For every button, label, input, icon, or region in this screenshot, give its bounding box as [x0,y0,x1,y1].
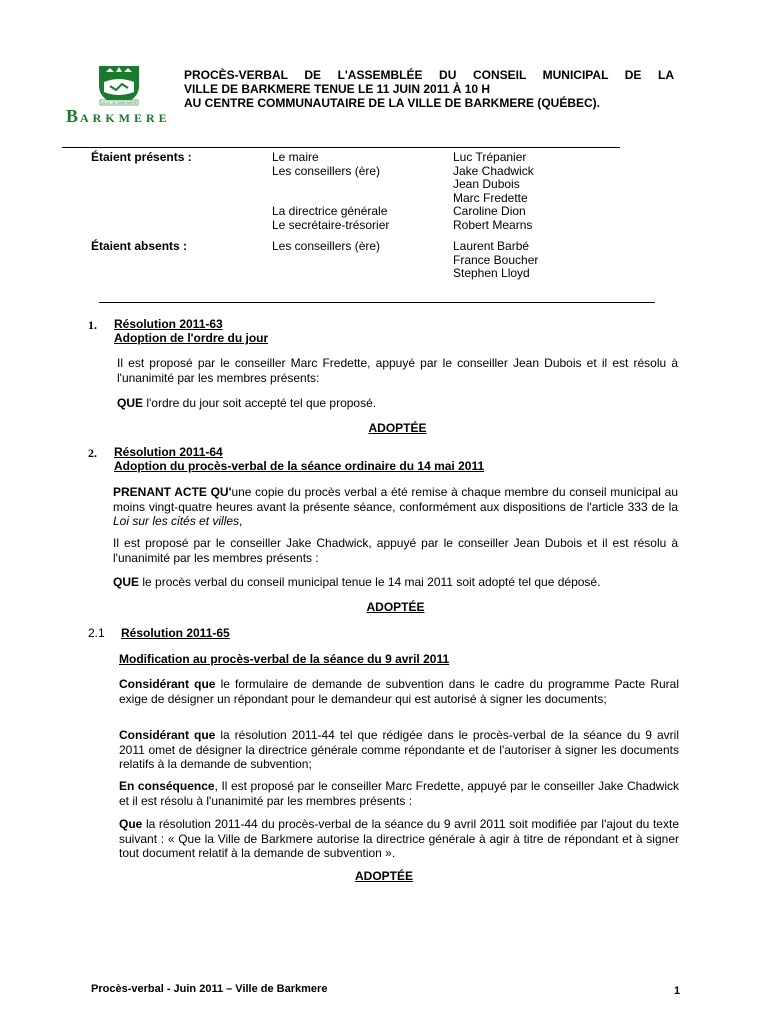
resolution-2-title: Résolution 2011-64 [114,445,223,459]
resolution-1-subtitle: Adoption de l'ordre du jour [114,331,269,345]
shield-icon [96,64,142,106]
resolution-2-que: QUE le procès verbal du conseil municipal tenue le 14 mai 2011 soit adopté tel que déposé. [113,575,601,589]
resolution-1-number: 1. [88,318,97,332]
logo-wordmark: BARKMERE [66,106,171,126]
resolution-21-title: Résolution 2011-65 [121,626,230,640]
document-title [184,68,674,110]
resolution-2-prenant: PRENANT ACTE QU'une copie du procès verbal a été remise à chaque membre du conseil municipal au moins vingt-quatre heures avant la présente séance, conformément aux dispositions de l'article 333 de la Loi sur les cités et villes, [113,485,678,528]
present-roles: Le maire Les conseillers (ère) La directrice générale Le secrétaire-trésorier [272,150,390,232]
resolution-2-number: 2. [88,446,97,460]
absent-label: Étaient absents : [91,239,188,253]
present-names: Luc Trépanier Jake Chadwick Jean Dubois Marc Fredette Caroline Dion Robert Mearns [453,150,534,232]
resolution-21-considerant-2: Considérant que la résolution 2011-44 tel que rédigée dans le procès-verbal de la séance du 9 avril 2011 omet de désigner la directrice générale comme répondante et de l'autoriser à signer les documents relatifs à la demande de subvention; [119,728,679,771]
resolution-21-consequence: En conséquence, Il est proposé par le conseiller Marc Fredette, appuyé par le conseiller Jake Chadwick et il est résolu à l'unanimité par les membres présents : [119,779,679,808]
resolution-2-adopted: ADOPTÉE [366,600,425,614]
resolution-2-paragraph: Il est proposé par le conseiller Jake Chadwick, appuyé par le conseiller Jean Dubois et il est résolu à l'unanimité par les membres présents : [113,536,678,565]
resolution-21-que: Que la résolution 2011-44 du procès-verbal de la séance du 9 avril 2011 soit modifiée par l'ajout du texte suivant : « Que la Ville de Barkmere autorise la directrice générale à agir à titre de répondant et à signer tout document relatif à la demande de subvention ». [119,817,679,860]
resolution-1-adopted: ADOPTÉE [368,421,427,435]
footer-text: Procès-verbal - Juin 2011 – Ville de Barkmere [91,983,328,995]
header-divider [62,147,620,148]
resolution-1-title: Résolution 2011-63 [114,317,223,331]
resolution-21-considerant-1: Considérant que le formulaire de demande de subvention dans le cadre du programme Pacte Rural exige de désigner un répondant pour le demandeur qui est autorisé à signer les documents; [119,677,679,706]
title-line-2: VILLE DE BARKMERE TENUE LE 11 JUIN 2011 À 10 H [184,82,491,96]
logo-caption: VILLE DE BARKMERE [101,101,137,105]
page-number: 1 [674,985,681,997]
resolution-21-subtitle: Modification au procès-verbal de la séance du 9 avril 2011 [119,652,450,666]
present-label: Étaient présents : [91,150,192,164]
absent-role: Les conseillers (ère) [272,239,381,253]
resolution-21-adopted: ADOPTÉE [354,869,413,883]
absent-names: Laurent Barbé France Boucher Stephen Lloyd [453,239,539,280]
resolution-1-paragraph: Il est proposé par le conseiller Marc Fredette, appuyé par le conseiller Jean Dubois et il est résolu à l'unanimité par les membres présents: [117,356,678,385]
barkmere-logo [96,64,142,106]
resolution-1-que: QUE l'ordre du jour soit accepté tel que proposé. [117,396,377,410]
resolution-21-number: 2.1 [88,626,105,640]
resolution-2-subtitle: Adoption du procès-verbal de la séance ordinaire du 14 mai 2011 [114,459,485,473]
title-line-1: PROCÈS-VERBAL DE L'ASSEMBLÉE DU CONSEIL MUNICIPAL DE LA [184,68,674,82]
title-line-3: AU CENTRE COMMUNAUTAIRE DE LA VILLE DE BARKMERE (QUÉBEC). [184,96,600,110]
attendance-divider [99,302,655,303]
